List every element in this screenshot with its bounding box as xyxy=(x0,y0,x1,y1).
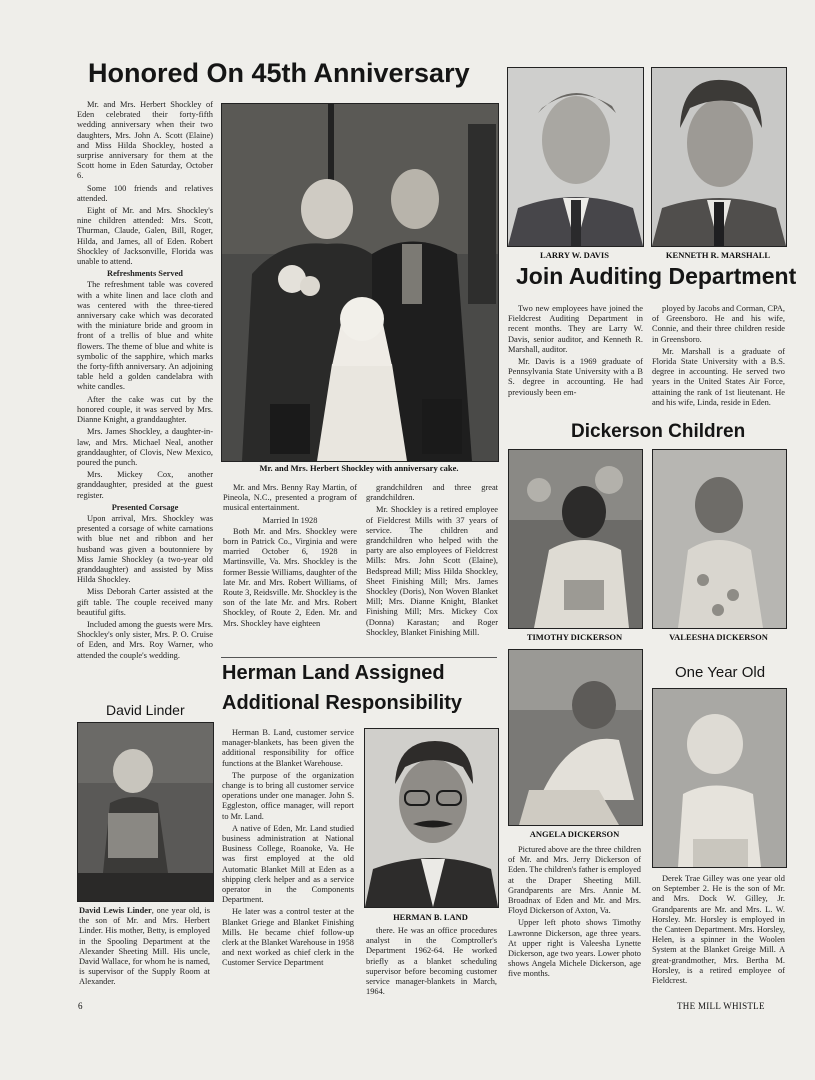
divider-anniversary-land xyxy=(221,657,497,658)
paragraph: Some 100 friends and relatives attended. xyxy=(77,183,213,203)
davis-photo xyxy=(507,67,644,247)
anniversary-photo xyxy=(221,103,499,462)
land-col1-paragraphs xyxy=(222,728,354,969)
paragraph: Upon arrival, Mrs. Shockley was presented a corsage of white carnations with blue net and ribbon and her husband was given a boutonniere by Miss Jamie Shockley (a two-year old granddaughter) and assisted by Miss Hilda Shockley. xyxy=(77,513,213,585)
subhead-corsage: Presented Corsage xyxy=(111,502,179,512)
angela-caption: ANGELA DICKERSON xyxy=(529,829,620,839)
timothy-photo xyxy=(508,449,643,629)
paragraph: A native of Eden, Mr. Land studied business administration at National Business College, Roanoke, Va. He was first employed at the old Automatic Blanket Mill at Eden as a shipping clerk helper and as a service operator in the Components Department. xyxy=(222,823,354,905)
page-number: 6 xyxy=(78,1001,83,1011)
publication-name: THE MILL WHISTLE xyxy=(677,1001,765,1011)
valeesha-caption: VALEESHA DICKERSON xyxy=(669,632,768,642)
paragraph: Mr. and Mrs. Herbert Shockley of Eden celebrated their forty-fifth wedding anniversary when their two daughters, Mrs. John A. Scott (Elaine) and Miss Hilda Shockley, hosted a surprise anniversary for them at the Scott home in Eden Saturday, October 6. xyxy=(77,100,213,181)
paragraph: Both Mr. and Mrs. Shockley were born in Patrick Co., Virginia and were married October 6, 1928 in Martinsville, Va. Mrs. Shockley is the former Bessie Williams, daughter of the late Mr. and Mrs. Robert Williams, of Route 3, Reidsville. Mr. Shockley is the son of the late Mr. and Mrs. Robert Shockley, of Route 2, Eden. Mr. and Mrs. Shockley have eighteen xyxy=(223,526,357,628)
land-col2-paragraphs xyxy=(366,926,497,997)
anniversary-col1c-paragraphs xyxy=(77,514,213,661)
paragraph: Mr. Marshall is a graduate of Florida State University with a B.S. degree in accounting. He served two years in the United States Air Force, attaining the rank of 1st lieutenant. He and his wife, Linda, reside in Eden. xyxy=(652,346,785,407)
paragraph: Miss Deborah Carter assisted at the gift table. The couple received many beautiful gifts. xyxy=(77,587,213,617)
paragraph: Mr. and Mrs. Benny Ray Martin, of Pineola, N.C., presented a program of musical entertainment. xyxy=(223,483,357,513)
paragraph: Derek Trae Gilley was one year old on September 2. He is the son of Mr. and Mrs. Dock W. Gilley, Jr. Grandparents are Mr. and Mrs. L. W. Horsley. Mr. Horsley is employed in the Canteen Department. Mrs. Horsley, Helen, is a spinner in the Woolen System at the Blanket Greige Mill. A great-grandmother, Mrs. Bertha M. Horsley, is a retired employee of Fieldcrest. xyxy=(652,874,785,986)
paragraph: there. He was an office procedures analyst in the Comptroller's Department 1962-64. He worked briefly as a blanket scheduling supervisor before becoming customer service manager-blankets in March, 1964. xyxy=(366,926,497,997)
davis-caption: LARRY W. DAVIS xyxy=(540,250,609,260)
anniversary-col2b-paragraphs xyxy=(223,527,357,629)
paragraph: Mrs. Mickey Cox, another granddaughter, presided at the guest register. xyxy=(77,470,213,500)
paragraph: Mrs. James Shockley, a daughter-in-law, and Mrs. Michael Neal, another granddaughter, of Clovis, New Mexico, poured the punch. xyxy=(77,427,213,467)
land-caption: HERMAN B. LAND xyxy=(393,912,468,922)
paragraph: grandchildren and three great grandchildren. xyxy=(366,483,498,503)
auditing-column-1 xyxy=(508,304,643,400)
anniversary-col1-paragraphs xyxy=(77,100,213,267)
marshall-photo xyxy=(651,67,787,247)
anniversary-col2a-paragraphs xyxy=(223,483,357,514)
paragraph: Pictured above are the three children of Mr. and Mrs. Jerry Dickerson of Eden. The children's father is employed at the Draper Sheeting Mill. Grandparents are Mrs. Annie M. Broadnax of Eden and Mr. and Mrs. Floyd Dickerson of Axton, Va. xyxy=(508,845,642,916)
auditing-column-2 xyxy=(652,304,785,410)
land-column-1 xyxy=(222,728,354,971)
linder-caption-text: , one year old, is the son of Mr. and Mrs. Herbert Linder. His mother, Betty, is employed in the Spooling Department at the Alexander Sheeting Mill. His uncle, David Wallace, for whom he is named, is supervisor of the Supply Room at Alexander. xyxy=(79,906,210,987)
anniversary-column-3 xyxy=(366,483,498,640)
valeesha-photo xyxy=(652,449,787,629)
paragraph: After the cake was cut by the honored couple, it was served by Mrs. Dianne Knight, a granddaughter. xyxy=(77,394,213,425)
land-headline-line1: Herman Land Assigned xyxy=(222,662,445,684)
paragraph: Mr. Shockley is a retired employee of Fieldcrest Mills with 37 years of service. The children and grandchildren who helped with the party are also employees of Fieldcrest Mills: Mrs. John Scott (Elaine), Bedspread Mill; Miss Hilda Shockley, Sheet Finishing Mill; Mrs. James Shockley (Doris), Non Woven Blanket Mill; Mrs. Dianne Knight, Blanket Finishing Mill; Mrs. Mickey Cox (Donna) Karastan; and Roger Shockley, Blanket Finishing Mill. xyxy=(366,505,498,637)
timothy-caption: TIMOTHY DICKERSON xyxy=(526,632,623,642)
paragraph: The refreshment table was covered with a white linen and lace cloth and was centered with the three-tiered anniversary cake which was decorated with the miniature bride and groom in front of a trellis of blue and white flowers. The theme of blue and white is symbolic of the sapphire, which marks the forty-fifth anniversary. An adjoining table held a golden candelabra with white candles. xyxy=(77,280,213,392)
anniversary-photo-caption: Mr. and Mrs. Herbert Shockley with anniversary cake. xyxy=(259,463,459,473)
linder-headline: David Linder xyxy=(106,702,185,718)
dickerson-paragraphs xyxy=(508,845,641,980)
dickerson-text xyxy=(508,845,641,982)
one-year-headline: One Year Old xyxy=(675,664,766,681)
paragraph: Included among the guests were Mrs. Shockley's only sister, Mrs. P. O. Cruise of Eden, and Mrs. Roy Warner, who attended the couple's wedding. xyxy=(77,619,213,660)
linder-photo xyxy=(77,722,214,902)
anniversary-column-1 xyxy=(77,100,213,663)
land-headline-line2: Additional Responsibility xyxy=(222,692,463,714)
anniversary-col3-paragraphs xyxy=(366,483,498,638)
auditing-col1-paragraphs xyxy=(508,304,643,398)
gilley-paragraphs xyxy=(652,874,785,986)
gilley-photo xyxy=(652,688,787,868)
linder-caption xyxy=(79,906,210,988)
marshall-caption: KENNETH R. MARSHALL xyxy=(665,250,771,260)
anniversary-column-2 xyxy=(223,483,357,631)
paragraph: Mr. Davis is a 1969 graduate of Pennsylvania State University with a B S. degree in accounting. He had previously been em- xyxy=(508,357,643,397)
subhead-married: Married In 1928 xyxy=(262,515,318,525)
paragraph: Eight of Mr. and Mrs. Shockley's nine children attended: Mrs. Scott, Thurman, Claude, Galen, Bill, Roger, Hilda, and James, all of Eden. Robert Shockley of Jacksonville, Florida was unable to attend. xyxy=(77,206,213,267)
paragraph: Two new employees have joined the Fieldcrest Auditing Department in recent months. They are Larry W. Davis, senior auditor, and Kenneth R. Marshall, auditor. xyxy=(508,304,643,354)
land-column-2 xyxy=(366,926,497,999)
auditing-col2-paragraphs xyxy=(652,304,785,408)
subhead-refreshments: Refreshments Served xyxy=(107,269,183,279)
paragraph: The purpose of the organization change is to bring all customer service operations under one manager. John S. Eggleston, office manager, will report to Mr. Land. xyxy=(222,770,354,821)
linder-caption-name: David Lewis Linder xyxy=(79,906,152,915)
angela-photo xyxy=(508,649,643,826)
paragraph: Upper left photo shows Timothy Lawronne Dickerson, age three years. At upper right is Valeesha Lynette Dickerson, age two years. Lower photo shows Angela Michele Dickerson, age five months. xyxy=(508,918,641,979)
dickerson-headline: Dickerson Children xyxy=(571,421,746,442)
anniversary-col1b-paragraphs xyxy=(77,280,213,500)
paragraph: Herman B. Land, customer service manager-blankets, has been given the additional responsibility for office functions at the Blanket Warehouse. xyxy=(222,728,354,768)
anniversary-headline: Honored On 45th Anniversary xyxy=(88,58,470,88)
land-photo xyxy=(364,728,499,908)
paragraph: He later was a control tester at the Blanket Griege and Blanket Finishing Mills. He became chief follow-up clerk at the Blanket Warehouse in 1958 and next worked as chief clerk in the Customer Service Department xyxy=(222,907,354,968)
paragraph: ployed by Jacobs and Corman, CPA, of Greensboro. He and his wife, Connie, and their three children reside in Greensboro. xyxy=(652,304,785,344)
gilley-text xyxy=(652,874,785,988)
auditing-headline: Join Auditing Department xyxy=(516,263,797,289)
